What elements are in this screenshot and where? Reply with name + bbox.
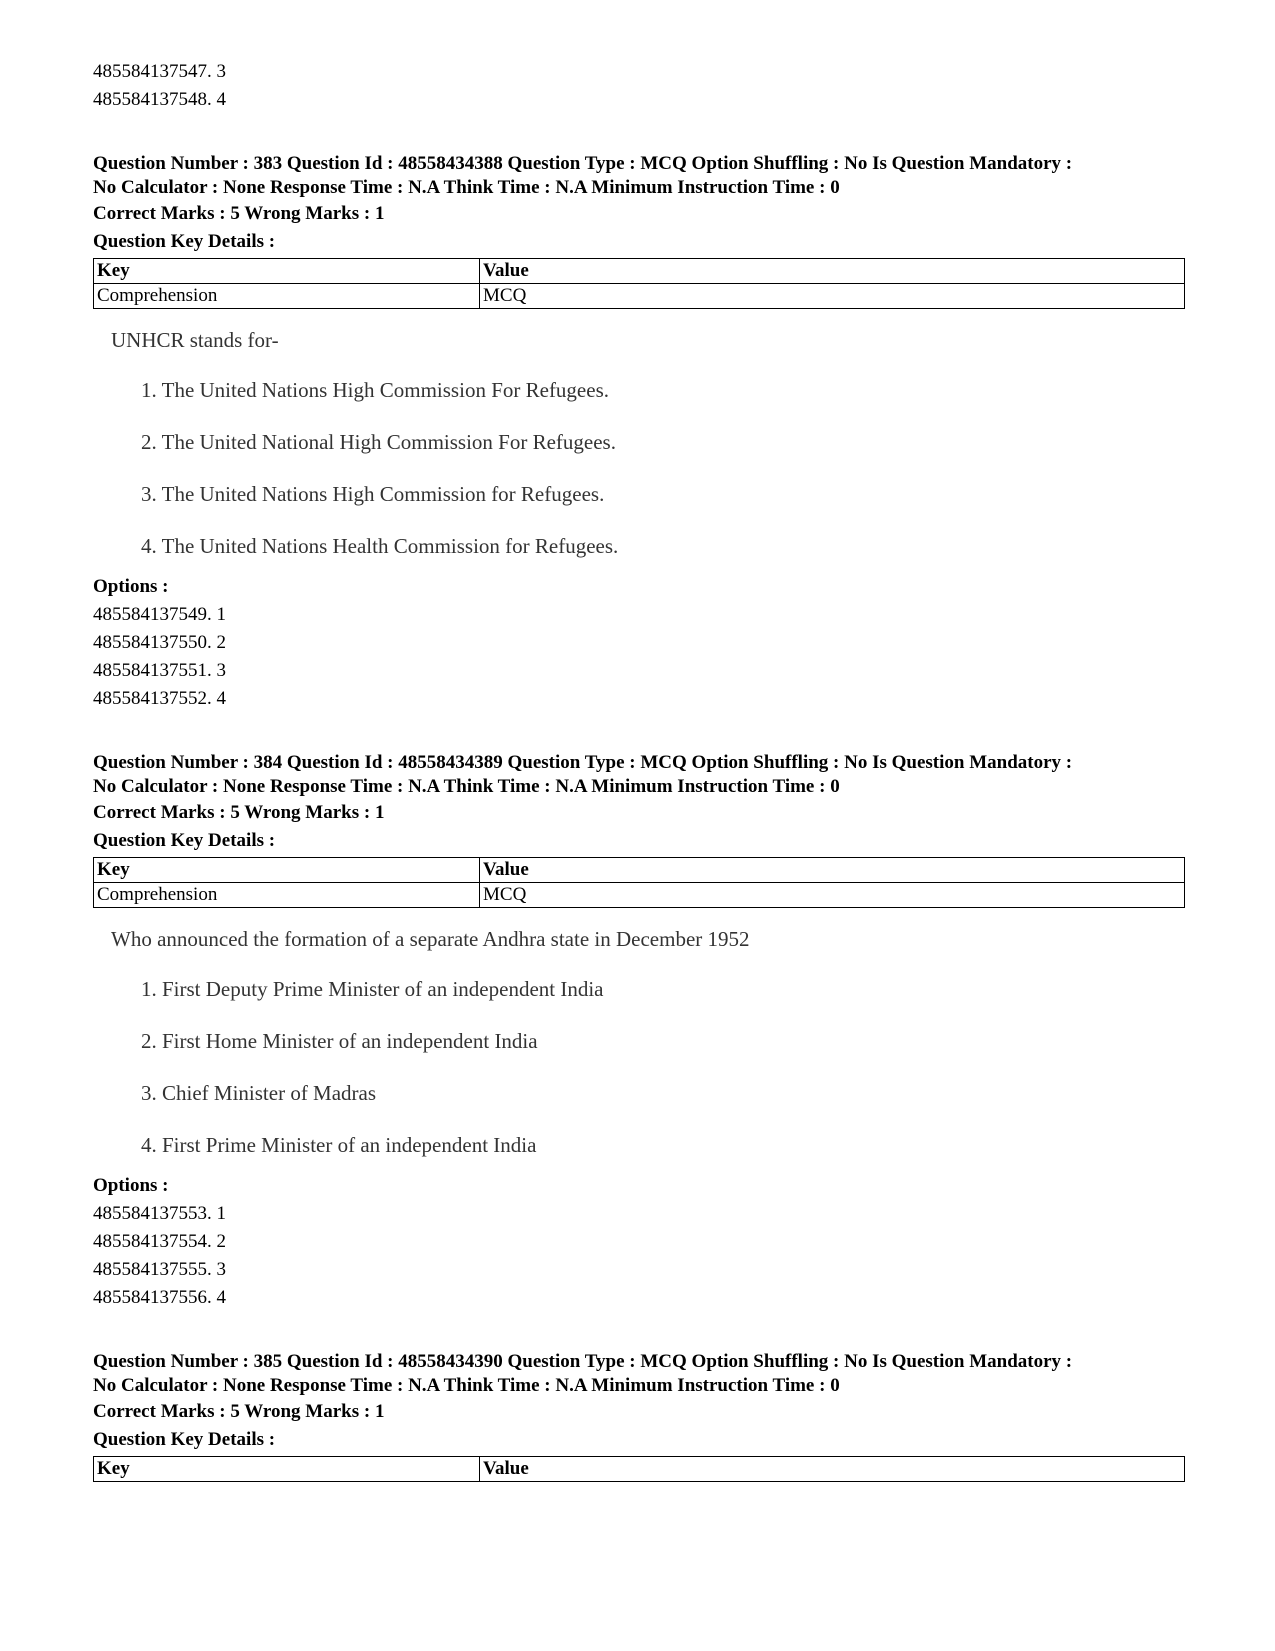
key-details-label: Question Key Details : <box>93 231 276 252</box>
question-header-line1: Question Number : 384 Question Id : 48558434389 Question Type : MCQ Option Shuffling : No Is Question Mandatory : <box>93 752 1073 773</box>
question-header-line2: No Calculator : None Response Time : N.A Think Time : N.A Minimum Instruction Time : 0 <box>93 177 840 198</box>
choice-item: 1. The United Nations High Commission For Refugees. <box>141 378 609 402</box>
choice-item: 4. The United Nations Health Commission for Refugees. <box>141 534 619 558</box>
table-header-value: Value <box>480 259 1185 284</box>
table-cell-key: Comprehension <box>94 284 480 309</box>
option-line: 485584137554. 2 <box>93 1231 226 1252</box>
table-header-value: Value <box>480 1457 1185 1482</box>
option-line: 485584137550. 2 <box>93 632 226 653</box>
options-label: Options : <box>93 1175 169 1196</box>
table-cell-key: Comprehension <box>94 883 480 908</box>
choice-item: 4. First Prime Minister of an independent India <box>141 1133 537 1157</box>
choice-item: 3. Chief Minister of Madras <box>141 1081 377 1105</box>
choice-item: 1. First Deputy Prime Minister of an independent India <box>141 977 604 1001</box>
choice-item: 2. First Home Minister of an independent India <box>141 1029 538 1053</box>
option-line: 485584137549. 1 <box>93 604 226 625</box>
table-header-key: Key <box>94 259 480 284</box>
document-page <box>93 58 1185 1482</box>
choice-item: 3. The United Nations High Commission for Refugees. <box>141 482 605 506</box>
table-cell-value: MCQ <box>480 284 1185 309</box>
question-content <box>111 922 1185 1162</box>
options-label: Options : <box>93 576 169 597</box>
table-cell-value: MCQ <box>480 883 1185 908</box>
option-line: 485584137551. 3 <box>93 660 226 681</box>
table-header-key: Key <box>94 1457 480 1482</box>
key-value-table <box>93 857 1185 908</box>
choice-item: 2. The United National High Commission For Refugees. <box>141 430 616 454</box>
question-block <box>93 751 1185 1312</box>
key-value-table <box>93 1456 1185 1482</box>
marks-line: Correct Marks : 5 Wrong Marks : 1 <box>93 802 385 823</box>
table-header-value: Value <box>480 858 1185 883</box>
option-line: 485584137553. 1 <box>93 1203 226 1224</box>
table-header-key: Key <box>94 858 480 883</box>
question-header-line2: No Calculator : None Response Time : N.A Think Time : N.A Minimum Instruction Time : 0 <box>93 776 840 797</box>
question-block <box>93 152 1185 713</box>
marks-line: Correct Marks : 5 Wrong Marks : 1 <box>93 1401 385 1422</box>
option-line: 485584137552. 4 <box>93 688 226 709</box>
question-block <box>93 1350 1185 1482</box>
question-header-line2: No Calculator : None Response Time : N.A Think Time : N.A Minimum Instruction Time : 0 <box>93 1375 840 1396</box>
question-header-line1: Question Number : 383 Question Id : 48558434388 Question Type : MCQ Option Shuffling : No Is Question Mandatory : <box>93 153 1073 174</box>
option-line: 485584137548. 4 <box>93 89 226 110</box>
option-line: 485584137555. 3 <box>93 1259 226 1280</box>
question-header-line1: Question Number : 385 Question Id : 48558434390 Question Type : MCQ Option Shuffling : No Is Question Mandatory : <box>93 1351 1073 1372</box>
question-content <box>111 323 1185 563</box>
key-details-label: Question Key Details : <box>93 1429 276 1450</box>
key-value-table <box>93 258 1185 309</box>
key-details-label: Question Key Details : <box>93 830 276 851</box>
question-text: UNHCR stands for- <box>111 328 279 352</box>
option-line: 485584137556. 4 <box>93 1287 226 1308</box>
option-line: 485584137547. 3 <box>93 61 226 82</box>
question-text: Who announced the formation of a separate Andhra state in December 1952 <box>111 927 750 951</box>
marks-line: Correct Marks : 5 Wrong Marks : 1 <box>93 203 385 224</box>
